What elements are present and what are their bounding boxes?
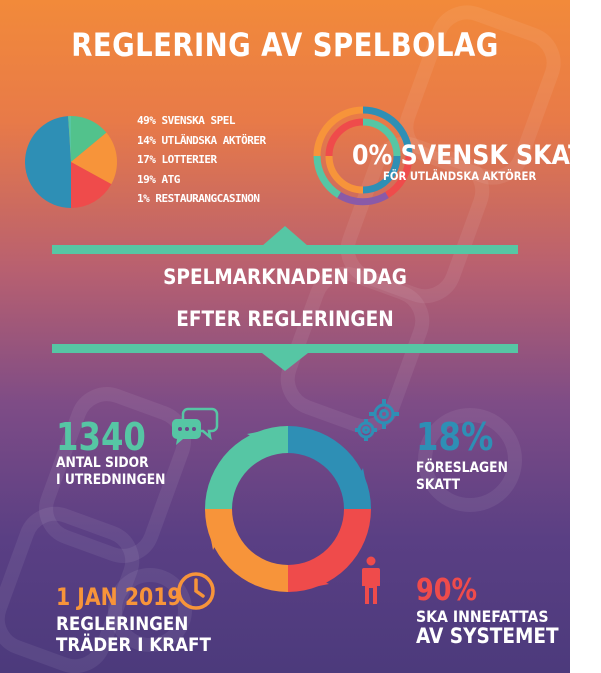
divider-arrow-down (262, 353, 308, 371)
chat-bubbles-icon (170, 405, 218, 447)
stat-coverage-label-line2: AV SYSTEMET (416, 624, 559, 648)
legend-item: 1% RESTAURANGCASINON (137, 192, 260, 205)
legend-item: 19% ATG (137, 172, 180, 186)
divider-arrow-up (262, 226, 308, 246)
stat-pages-number: 1340 (56, 415, 146, 459)
stat-pages-label-line1: ANTAL SIDOR (56, 455, 149, 471)
tax-subtext: FÖR UTLÄNDSKA AKTÖRER (383, 169, 537, 183)
person-icon (360, 556, 382, 606)
stat-coverage-number: 90% (416, 573, 478, 608)
tax-headline: 0% SVENSK SKATT (352, 140, 601, 171)
market-share-pie (23, 114, 119, 210)
stat-pages-label (56, 455, 165, 489)
stat-tax-label-line2: SKATT (416, 477, 461, 493)
divider-top (52, 245, 518, 254)
stat-date-label (56, 614, 211, 656)
legend-item: 17% LOTTERIER (137, 153, 217, 166)
legend-item: 49% SVENSKA SPEL (137, 114, 235, 127)
stat-date-number: 1 JAN 2019 (56, 583, 182, 611)
stat-coverage-label (416, 608, 559, 648)
section-heading-after: EFTER REGLERINGEN (176, 307, 394, 331)
central-cycle-ring (205, 426, 371, 592)
stat-tax-label (416, 460, 508, 494)
stat-tax-number: 18% (416, 415, 494, 459)
pie-legend (137, 111, 266, 209)
legend-item: 14% UTLÄNDSKA AKTÖRER (137, 133, 266, 147)
section-heading-market: SPELMARKNADEN IDAG (163, 265, 407, 289)
clock-icon (175, 570, 217, 612)
page-title: REGLERING AV SPELBOLAG (71, 26, 499, 64)
stat-date-label-line1: REGLERINGEN (56, 613, 189, 635)
gears-icon (352, 396, 402, 444)
pie-slice (25, 116, 71, 208)
divider-bottom (52, 344, 518, 353)
stat-coverage-label-line1: SKA INNEFATTAS (416, 607, 549, 626)
stat-tax-label-line1: FÖRESLAGEN (416, 460, 508, 476)
stat-date-label-line2: TRÄDER I KRAFT (56, 634, 211, 656)
stat-pages-label-line2: I UTREDNINGEN (56, 472, 166, 488)
